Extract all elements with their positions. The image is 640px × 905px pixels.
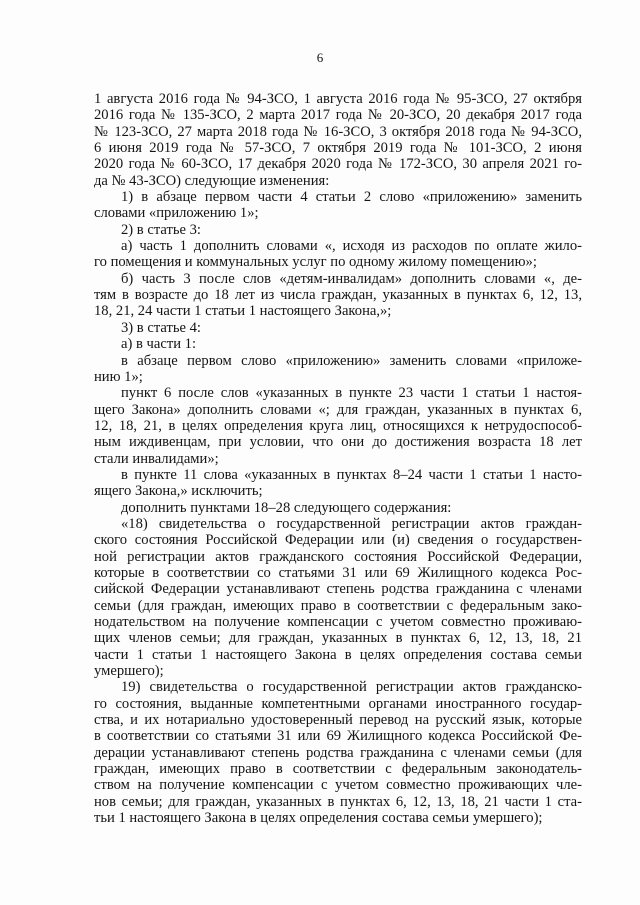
text-line-content: граждан, имеющих право в соответствии с федеральным законодатель- <box>94 761 582 778</box>
text-line <box>94 598 582 614</box>
text-line <box>94 728 582 744</box>
text-line-content: словами «приложению 1»; <box>94 205 259 222</box>
text-line-content: ством на получение компенсации с учетом совместно проживающих чле- <box>94 777 582 794</box>
text-line-content: которые в соответствии со статьями 31 или 69 Жилищного кодекса Рос- <box>94 564 582 581</box>
text-line <box>94 647 582 663</box>
text-line-content: семьи (для граждан, имеющих право в соответствии с федеральным зако- <box>94 597 582 614</box>
text-line <box>94 303 582 319</box>
text-line-content: ского состояния Российской Федерации или (и) сведения о государствен- <box>94 532 582 549</box>
text-line <box>94 434 582 450</box>
text-line-content: а) в части 1: <box>121 336 197 353</box>
text-line-content: ства, и их нотариально удостоверенный перевод на русский язык, которые <box>94 712 582 729</box>
text-line-content: 19) свидетельства о государственной регистрации актов гражданско- <box>121 679 582 696</box>
text-line-content: 2) в статье 3: <box>121 221 201 238</box>
text-line-content: нодательством на получение компенсации с учетом совместно проживаю- <box>94 614 582 630</box>
text-line <box>94 581 582 597</box>
text-line-content: ной регистрации актов гражданского состояния Российской Федерации, <box>94 548 582 565</box>
text-line-content: дополнить пунктами 18–28 следующего содержания: <box>121 499 452 516</box>
text-line-content: «18) свидетельства о государственной регистрации актов граждан- <box>121 515 582 532</box>
page-number: 6 <box>316 50 324 65</box>
text-line <box>94 140 582 156</box>
text-line <box>94 500 582 516</box>
text-line <box>94 156 582 172</box>
text-line <box>94 467 582 483</box>
text-line <box>94 712 582 728</box>
text-line-content: го помещения и коммунальных услуг по одному жилому помещению»; <box>94 254 537 271</box>
text-line-content: нов семьи; для граждан, указанных в пунктах 6, 12, 13, 18, 21 части 1 ста- <box>94 793 582 810</box>
text-line <box>94 205 582 221</box>
text-line <box>94 761 582 777</box>
text-line <box>94 630 582 646</box>
text-line-content: щего Закона» дополнить словами «; для граждан, указанных в пунктах 6, <box>94 401 582 418</box>
text-line-content: в абзаце первом слово «приложению» заменить словами «приложе- <box>121 352 582 369</box>
text-line <box>94 173 582 189</box>
text-line <box>94 745 582 761</box>
text-line <box>94 353 582 369</box>
text-line <box>94 287 582 303</box>
text-line <box>94 402 582 418</box>
text-line <box>94 320 582 336</box>
text-line-content: щих членов семьи; для граждан, указанных в пунктах 6, 12, 13, 18, 21 <box>94 630 582 647</box>
text-line-content: б) часть 3 после слов «детям-инвалидам» дополнить словами «, де- <box>121 270 582 287</box>
text-line <box>94 549 582 565</box>
text-line <box>94 124 582 140</box>
text-line-content: тьи 1 настоящего Закона в целях определения состава семьи умершего); <box>94 810 543 827</box>
text-line <box>94 91 582 107</box>
text-line-content: 12, 18, 21, в целях определения круга лиц, относящихся к нетрудоспособ- <box>94 417 582 434</box>
text-line-content: умершего); <box>94 663 164 680</box>
text-line <box>94 663 582 679</box>
text-line-content: 2016 года № 135-ЗСО, 2 марта 2017 года № 20-ЗСО, 20 декабря 2017 года <box>94 107 582 124</box>
text-line <box>94 565 582 581</box>
text-line-content: части 1 статьи 1 настоящего Закона в целях определения состава семьи <box>94 646 582 663</box>
text-line-content: в соответствии со статьями 31 или 69 Жилищного кодекса Российской Фе- <box>94 728 582 745</box>
text-line <box>94 369 582 385</box>
text-line-content: 1 августа 2016 года № 94-ЗСО, 1 августа 2016 года № 95-ЗСО, 27 октября <box>94 91 582 107</box>
text-line <box>94 107 582 123</box>
text-line-content: 6 июня 2019 года № 57-ЗСО, 7 октября 2019 года № 101-ЗСО, 2 июня <box>94 140 582 157</box>
text-line <box>94 516 582 532</box>
text-line <box>94 532 582 548</box>
text-line-content: 1) в абзаце первом части 4 статьи 2 слово «приложению» заменить <box>121 189 582 206</box>
text-line <box>94 254 582 270</box>
document-body <box>94 91 582 826</box>
text-line-content: а) часть 1 дополнить словами «, исходя из расходов по оплате жило- <box>121 238 582 255</box>
text-line <box>94 483 582 499</box>
text-line <box>94 385 582 401</box>
text-line <box>94 222 582 238</box>
text-line <box>94 451 582 467</box>
text-line-content: го состояния, выданные компетентными органами иностранного государ- <box>94 695 582 712</box>
text-line <box>94 614 582 630</box>
text-line <box>94 271 582 287</box>
text-line-content: ным иждивенцам, при условии, что они до достижения возраста 18 лет <box>94 434 582 451</box>
text-line-content: ящего Закона,» исключить; <box>94 483 263 500</box>
text-line-content: 18, 21, 24 части 1 статьи 1 настоящего Закона,»; <box>94 303 392 320</box>
text-line-content: сийской Федерации устанавливают степень родства гражданина с членами <box>94 581 582 598</box>
text-line <box>94 238 582 254</box>
text-line <box>94 777 582 793</box>
text-line <box>94 336 582 352</box>
text-line <box>94 696 582 712</box>
text-line <box>94 679 582 695</box>
text-line <box>94 794 582 810</box>
text-line-content: да № 43-ЗСО) следующие изменения: <box>94 172 330 189</box>
text-line <box>94 189 582 205</box>
text-line-content: в пункте 11 слова «указанных в пунктах 8–24 части 1 статьи 1 насто- <box>121 466 582 483</box>
text-line-content: нию 1»; <box>94 368 143 385</box>
text-line-content: 3) в статье 4: <box>121 319 201 336</box>
text-line <box>94 810 582 826</box>
text-line-content: стали инвалидами»; <box>94 450 219 467</box>
text-line-content: пункт 6 после слов «указанных в пункте 23 части 1 статьи 1 настоя- <box>121 385 582 402</box>
text-line-content: № 123-ЗСО, 27 марта 2018 года № 16-ЗСО, 3 октября 2018 года № 94-ЗСО, <box>94 123 582 140</box>
text-line-content: дерации устанавливают степень родства гражданина с членами семьи (для <box>94 744 582 761</box>
text-line <box>94 418 582 434</box>
text-line-content: 2020 года № 60-ЗСО, 17 декабря 2020 года № 172-ЗСО, 30 апреля 2021 го- <box>94 156 582 173</box>
text-line-content: тям в возрасте до 18 лет из числа граждан, указанных в пунктах 6, 12, 13, <box>94 287 582 304</box>
